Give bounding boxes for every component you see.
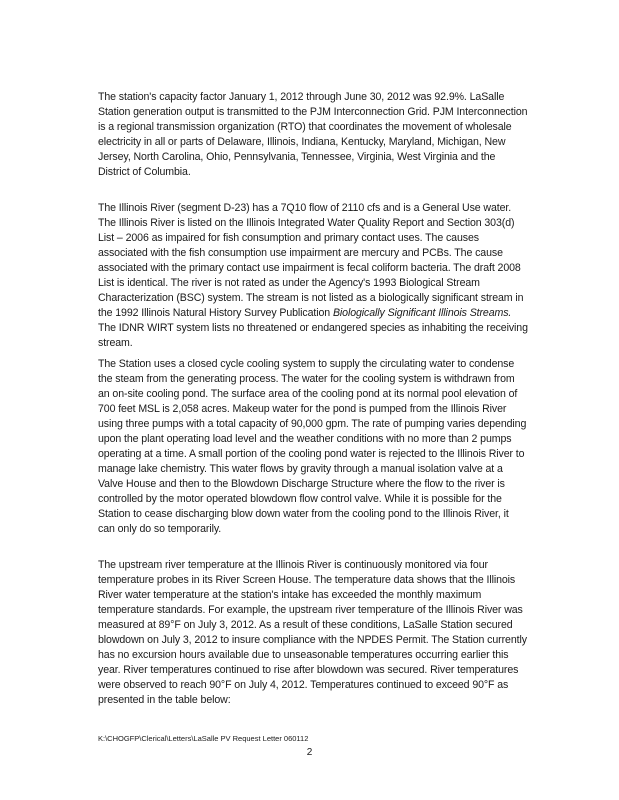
- paragraph-text-after-italic: The IDNR WIRT system lists no threatened or endangered species as inhabiting the receiving stream.: [98, 322, 528, 349]
- paragraph-text: The station's capacity factor January 1, 2012 through June 30, 2012 was 92.9%. LaSalle Station generation output is transmitted to the PJM Interconnection Grid. PJM Interconnection is a regional transmission organization (RTO) that coordinates the movement of wholesale electricity in all or parts of Delaware, Illinois, Indiana, Kentucky, Maryland, Michigan, New Jersey, North Carolina, Ohio, Pennsylvania, Tennessee, Virginia, West Virginia and the District of Columbia.: [98, 91, 528, 178]
- paragraph-illinois-river: [98, 201, 528, 351]
- paragraph-text: [98, 201, 528, 351]
- publication-title: Biologically Significant Illinois Streams.: [332, 307, 512, 319]
- paragraph-cooling-system: [98, 357, 528, 537]
- paragraph-text-before-italic: The Illinois River (segment D-23) has a 7Q10 flow of 2110 cfs and is a General Use water. The Illinois River is listed on the Illinois Integrated Water Quality Report and Section 303(d) List – 2006 as impaired for fish consumption and primary contact uses. The causes associated with the fish consumption use impairment are mercury and PCBs. The cause associated with the primary contact use impairment is fecal coliform bacteria. The draft 2008 List is identical. The river is not rated as under the Agency's 1993 Biological Stream Characterization (BSC) system. The stream is not listed as a biologically significant stream in the 1992 Illinois Natural History Survey Publication: [98, 202, 524, 319]
- paragraph-text: The Station uses a closed cycle cooling system to supply the circulating water to condense the steam from the generating process. The water for the cooling system is withdrawn from an on-site cooling pond. The surface area of the cooling pond at its normal pool elevation of 700 feet MSL is 2,058 acres. Makeup water for the pond is pumped from the Illinois River using three pumps with a total capacity of 90,000 gpm. The rate of pumping varies depending upon the plant operating load level and the weather conditions with no more than 2 pumps operating at a time. A small portion of the cooling pond water is rejected to the Illinois River to manage lake chemistry. This water flows by gravity through a manual isolation valve at a Valve House and then to the Blowdown Discharge Structure where the flow to the river is controlled by the motor operated blowdown flow control valve. While it is possible for the Station to cease discharging blow down water from the cooling pond to the Illinois River, it can only do so temporarily.: [98, 358, 527, 535]
- paragraph-text: The upstream river temperature at the Illinois River is continuously monitored via four temperature probes in its River Screen House. The temperature data shows that the Illinois River water temperature at the station's intake has exceeded the monthly maximum temperature standards. For example, the upstream river temperature of the Illinois River was measured at 89°F on July 3, 2012. As a result of these conditions, LaSalle Station secured blowdown on July 3, 2012 to insure compliance with the NPDES Permit. The Station currently has no excursion hours available due to unseasonable temperatures occurring earlier this year. River temperatures continued to rise after blowdown was secured. River temperatures were observed to reach 90°F on July 4, 2012. Temperatures continued to exceed 90°F as presented in the table below:: [98, 559, 527, 706]
- footer-file-path: K:\CHOGFP\Clerical\Letters\LaSalle PV Request Letter 060112: [98, 734, 309, 743]
- page-number: 2: [306, 747, 313, 758]
- paragraph-capacity-factor: [98, 90, 528, 180]
- paragraph-river-temperature: [98, 558, 528, 708]
